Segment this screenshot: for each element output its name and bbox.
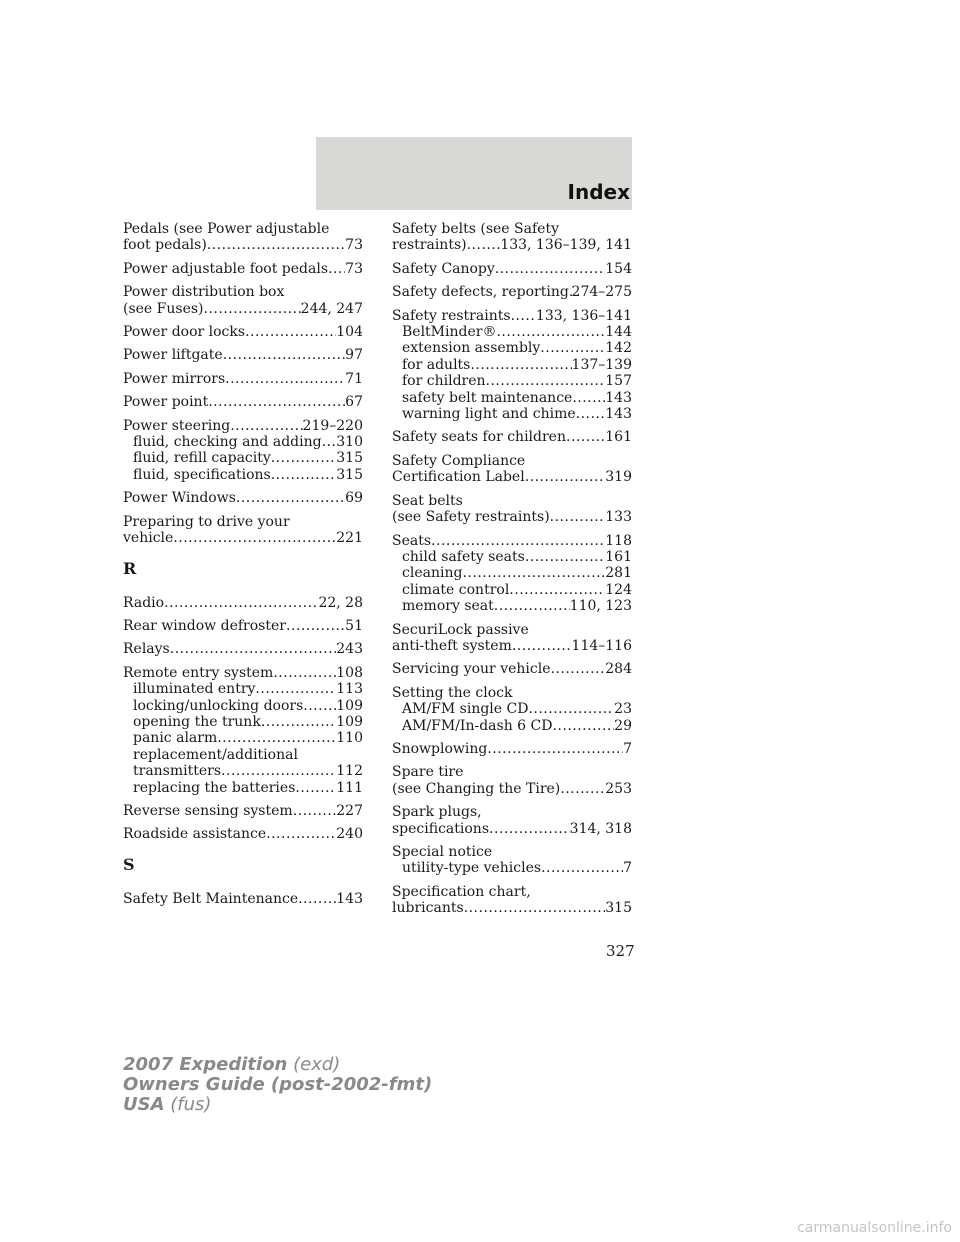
index-term: AM/FM/In-dash 6 CD bbox=[402, 717, 553, 734]
index-entry bbox=[123, 665, 363, 796]
index-term: replacement/additional bbox=[133, 746, 298, 763]
index-page-ref: 71 bbox=[345, 370, 363, 387]
page-title: Index bbox=[567, 180, 630, 204]
index-page-ref: 133 bbox=[605, 509, 632, 526]
index-subentry-line bbox=[123, 467, 363, 483]
section-letter: R bbox=[123, 558, 137, 578]
index-subentry-line bbox=[123, 434, 363, 450]
watermark[interactable]: carmanualsonline.info bbox=[797, 1220, 952, 1236]
index-term: Safety defects, reporting bbox=[392, 284, 569, 301]
index-entry-line bbox=[392, 221, 632, 237]
dot-leader bbox=[298, 891, 336, 907]
index-subentry-line bbox=[392, 598, 632, 614]
index-entry bbox=[392, 284, 632, 300]
index-page-ref: 69 bbox=[345, 490, 363, 507]
index-entry-line bbox=[392, 284, 632, 300]
dot-leader bbox=[512, 638, 572, 654]
index-page-ref: 111 bbox=[336, 779, 363, 796]
dot-leader bbox=[572, 390, 605, 406]
dot-leader bbox=[431, 533, 605, 549]
index-term: child safety seats bbox=[402, 548, 525, 565]
index-entry bbox=[392, 261, 632, 277]
index-page-ref: 97 bbox=[345, 347, 363, 364]
index-subentry-line bbox=[123, 681, 363, 697]
section-letter: S bbox=[123, 854, 135, 874]
index-page-ref: 109 bbox=[336, 697, 363, 714]
index-subentry-line bbox=[123, 730, 363, 746]
dot-leader bbox=[208, 394, 345, 410]
footer-model-code: (exd) bbox=[293, 1054, 341, 1075]
index-term: fluid, checking and adding bbox=[133, 434, 322, 451]
index-entry-line bbox=[392, 900, 632, 916]
index-term: extension assembly bbox=[402, 340, 541, 357]
index-term: cleaning bbox=[402, 565, 463, 582]
index-term: Rear window defroster bbox=[123, 617, 286, 634]
index-term: Remote entry system bbox=[123, 664, 274, 681]
index-page-ref: 137–139 bbox=[571, 356, 632, 373]
index-entry-line bbox=[123, 301, 363, 317]
index-entry-line bbox=[123, 221, 363, 237]
index-group bbox=[123, 595, 363, 843]
index-entry-line bbox=[392, 533, 632, 549]
index-page-ref: 109 bbox=[336, 713, 363, 730]
index-entry bbox=[392, 804, 632, 837]
index-term: Setting the clock bbox=[392, 684, 513, 701]
index-page-ref: 73 bbox=[345, 237, 363, 254]
index-term: fluid, refill capacity bbox=[133, 450, 271, 467]
index-subentry-line bbox=[123, 450, 363, 466]
index-entry-line bbox=[392, 308, 632, 324]
index-entry bbox=[123, 891, 363, 907]
index-term: SecuriLock passive bbox=[392, 621, 529, 638]
header-band bbox=[316, 137, 632, 210]
index-entry-line bbox=[123, 418, 363, 434]
index-page-ref: 113 bbox=[336, 681, 363, 698]
index-subentry-line bbox=[392, 565, 632, 581]
dot-leader bbox=[293, 803, 337, 819]
index-entry-line bbox=[123, 371, 363, 387]
index-term: specifications bbox=[392, 820, 490, 837]
index-page-ref: 244, 247 bbox=[300, 300, 363, 317]
index-page-ref: 23 bbox=[614, 701, 632, 718]
index-term: utility-type vehicles bbox=[402, 860, 542, 877]
index-term: Power point bbox=[123, 394, 209, 411]
index-entry-line bbox=[392, 429, 632, 445]
index-entry bbox=[123, 803, 363, 819]
index-term: Radio bbox=[123, 594, 165, 611]
index-term: locking/unlocking doors bbox=[133, 697, 304, 714]
index-page-ref: 315 bbox=[336, 450, 363, 467]
index-term: anti-theft system bbox=[392, 637, 512, 654]
dot-leader bbox=[266, 826, 336, 842]
dot-leader bbox=[550, 509, 606, 525]
dot-leader bbox=[223, 347, 345, 363]
dot-leader bbox=[576, 406, 606, 422]
dot-leader bbox=[509, 582, 605, 598]
index-column-right bbox=[392, 221, 632, 924]
index-page-ref: 157 bbox=[605, 373, 632, 390]
dot-leader bbox=[470, 357, 571, 373]
index-term: Specification chart, bbox=[392, 883, 531, 900]
index-term: Servicing your vehicle bbox=[392, 661, 551, 678]
dot-leader bbox=[566, 429, 605, 445]
index-term: foot pedals) bbox=[123, 237, 207, 254]
index-page-ref: 51 bbox=[345, 617, 363, 634]
index-entry-line bbox=[392, 469, 632, 485]
index-term: Relays bbox=[123, 641, 170, 658]
index-entry bbox=[392, 221, 632, 254]
index-page-ref: 124 bbox=[605, 581, 632, 598]
index-subentry-line bbox=[123, 763, 363, 779]
dot-leader bbox=[560, 781, 605, 797]
dot-leader bbox=[496, 324, 605, 340]
index-page-ref: 274–275 bbox=[571, 284, 632, 301]
index-page-ref: 143 bbox=[336, 890, 363, 907]
index-entry-line bbox=[123, 618, 363, 634]
dot-leader bbox=[525, 549, 605, 565]
dot-leader bbox=[255, 681, 336, 697]
index-page-ref: 315 bbox=[605, 900, 632, 917]
index-entry bbox=[392, 884, 632, 917]
dot-leader bbox=[207, 237, 345, 253]
index-entry-line bbox=[392, 237, 632, 253]
index-page-ref: 133, 136–141 bbox=[535, 307, 632, 324]
index-term: lubricants bbox=[392, 900, 464, 917]
index-entry-line bbox=[392, 884, 632, 900]
index-subentry-line bbox=[392, 324, 632, 340]
dot-leader bbox=[170, 641, 337, 657]
dot-leader bbox=[245, 324, 336, 340]
index-entry bbox=[123, 284, 363, 317]
index-entry-line bbox=[392, 261, 632, 277]
index-entry-line bbox=[123, 826, 363, 842]
index-entry bbox=[392, 844, 632, 877]
index-entry-line bbox=[392, 509, 632, 525]
index-entry-line bbox=[392, 844, 632, 860]
index-entry-line bbox=[392, 804, 632, 820]
index-entry bbox=[392, 533, 632, 615]
dot-leader bbox=[487, 741, 623, 757]
index-entry bbox=[123, 595, 363, 611]
index-page-ref: 314, 318 bbox=[569, 820, 632, 837]
index-entry-line bbox=[392, 781, 632, 797]
index-term: (see Changing the Tire) bbox=[392, 780, 561, 797]
index-page-ref: 161 bbox=[605, 548, 632, 565]
dot-leader bbox=[173, 530, 336, 546]
index-entry-line bbox=[392, 622, 632, 638]
index-entry-line bbox=[123, 324, 363, 340]
index-term: Certification Label bbox=[392, 469, 525, 486]
index-term: Pedals (see Power adjustable bbox=[123, 221, 330, 237]
index-term: Roadside assistance bbox=[123, 826, 267, 843]
index-entry-line bbox=[392, 764, 632, 780]
page-number: 327 bbox=[606, 942, 635, 960]
index-page-ref: 133, 136–139, 141 bbox=[500, 237, 632, 254]
index-page-ref: 110 bbox=[336, 730, 363, 747]
index-entry-line bbox=[123, 514, 363, 530]
index-entry-line bbox=[123, 347, 363, 363]
dot-leader bbox=[271, 450, 337, 466]
dot-leader bbox=[486, 373, 606, 389]
index-page-ref: 221 bbox=[336, 530, 363, 547]
dot-leader bbox=[221, 763, 336, 779]
index-entry-line bbox=[123, 891, 363, 907]
dot-leader bbox=[204, 301, 301, 317]
index-entry-line bbox=[123, 530, 363, 546]
index-entry bbox=[392, 429, 632, 445]
index-page-ref: 114–116 bbox=[571, 637, 632, 654]
index-entry bbox=[392, 685, 632, 734]
index-term: illuminated entry bbox=[133, 681, 256, 698]
index-term: Reverse sensing system bbox=[123, 802, 293, 819]
index-page-ref: 73 bbox=[345, 260, 363, 277]
index-entry bbox=[392, 622, 632, 655]
index-entry-line bbox=[123, 490, 363, 506]
index-page-ref: 154 bbox=[605, 260, 632, 277]
index-term: vehicle bbox=[123, 530, 174, 547]
index-entry bbox=[123, 490, 363, 506]
index-entry-line bbox=[392, 685, 632, 701]
index-term: Safety seats for children bbox=[392, 429, 566, 446]
document-footer bbox=[123, 1055, 432, 1115]
index-entry-line bbox=[392, 821, 632, 837]
index-entry bbox=[123, 618, 363, 634]
index-term: Power mirrors bbox=[123, 370, 226, 387]
dot-leader bbox=[494, 598, 570, 614]
dot-leader bbox=[528, 701, 614, 717]
dot-leader bbox=[511, 308, 536, 324]
index-entry bbox=[392, 453, 632, 486]
dot-leader bbox=[295, 780, 336, 796]
dot-leader bbox=[462, 565, 605, 581]
index-page-ref: 7 bbox=[623, 860, 632, 877]
dot-leader bbox=[552, 718, 614, 734]
dot-leader bbox=[261, 714, 336, 730]
index-group bbox=[392, 221, 632, 917]
index-term: Power liftgate bbox=[123, 347, 223, 364]
index-entry bbox=[123, 221, 363, 254]
index-term: safety belt maintenance bbox=[402, 389, 573, 406]
index-column-left bbox=[123, 221, 363, 914]
index-entry-line bbox=[123, 595, 363, 611]
index-subentry-line bbox=[392, 860, 632, 876]
index-term: panic alarm bbox=[133, 730, 218, 747]
index-page-ref: 29 bbox=[614, 717, 632, 734]
index-term: Safety belts (see Safety bbox=[392, 221, 559, 237]
dot-leader bbox=[271, 467, 337, 483]
index-page-ref: 161 bbox=[605, 429, 632, 446]
index-page-ref: 227 bbox=[336, 802, 363, 819]
dot-leader bbox=[541, 860, 623, 876]
dot-leader bbox=[489, 821, 570, 837]
index-page-ref: 143 bbox=[605, 406, 632, 423]
index-term: climate control bbox=[402, 581, 510, 598]
index-term: replacing the batteries bbox=[133, 779, 296, 796]
index-entry bbox=[392, 661, 632, 677]
index-term: Safety restraints bbox=[392, 307, 511, 324]
dot-leader bbox=[540, 340, 605, 356]
index-entry bbox=[123, 347, 363, 363]
index-page-ref: 284 bbox=[605, 661, 632, 678]
dot-leader bbox=[217, 730, 336, 746]
dot-leader bbox=[303, 698, 336, 714]
index-term: BeltMinder® bbox=[402, 324, 497, 341]
index-page-ref: 7 bbox=[623, 740, 632, 757]
index-page-ref: 112 bbox=[336, 763, 363, 780]
index-term: fluid, specifications bbox=[133, 466, 271, 483]
index-subentry-line bbox=[392, 582, 632, 598]
index-page-ref: 310 bbox=[336, 434, 363, 451]
index-term: Power steering bbox=[123, 417, 231, 434]
index-entry bbox=[392, 308, 632, 423]
index-subentry-line bbox=[392, 718, 632, 734]
index-entry bbox=[123, 371, 363, 387]
dot-leader bbox=[273, 665, 336, 681]
index-entry bbox=[123, 826, 363, 842]
index-entry-line bbox=[392, 453, 632, 469]
index-term: restraints) bbox=[392, 237, 467, 254]
index-page-ref: 243 bbox=[336, 641, 363, 658]
index-term: (see Safety restraints) bbox=[392, 509, 550, 526]
index-term: Power Windows bbox=[123, 490, 236, 507]
index-group bbox=[123, 891, 363, 907]
index-subentry-line bbox=[123, 714, 363, 730]
index-page-ref: 319 bbox=[605, 469, 632, 486]
dot-leader bbox=[225, 371, 345, 387]
index-term: warning light and chime bbox=[402, 406, 576, 423]
index-subentry-line bbox=[392, 549, 632, 565]
index-entry-line bbox=[123, 641, 363, 657]
index-entry-line bbox=[392, 661, 632, 677]
dot-leader bbox=[551, 661, 606, 677]
index-entry-line bbox=[392, 741, 632, 757]
dot-leader bbox=[495, 261, 606, 277]
dot-leader bbox=[467, 237, 501, 253]
index-page-ref: 240 bbox=[336, 826, 363, 843]
index-term: opening the trunk bbox=[133, 713, 261, 730]
footer-market-code: (fus) bbox=[170, 1094, 212, 1115]
index-subentry-line bbox=[392, 340, 632, 356]
index-group bbox=[123, 221, 363, 547]
index-term: for children bbox=[402, 373, 486, 390]
index-entry bbox=[123, 641, 363, 657]
dot-leader bbox=[328, 261, 345, 277]
index-page-ref: 219–220 bbox=[302, 417, 363, 434]
index-entry-line bbox=[392, 638, 632, 654]
footer-guide: Owners Guide (post-2002-fmt) bbox=[123, 1074, 433, 1095]
index-term: Spare tire bbox=[392, 764, 464, 781]
index-page-ref: 118 bbox=[605, 532, 632, 549]
dot-leader bbox=[525, 469, 606, 485]
index-entry bbox=[123, 324, 363, 340]
index-page-ref: 144 bbox=[605, 324, 632, 341]
index-entry bbox=[392, 764, 632, 797]
dot-leader bbox=[286, 618, 345, 634]
index-page-ref: 143 bbox=[605, 389, 632, 406]
index-page-ref: 22, 28 bbox=[318, 594, 363, 611]
index-page-ref: 253 bbox=[605, 780, 632, 797]
index-entry bbox=[123, 514, 363, 547]
index-term: Safety Compliance bbox=[392, 452, 526, 469]
index-page-ref: 67 bbox=[345, 394, 363, 411]
index-subentry-line bbox=[123, 698, 363, 714]
index-term: Preparing to drive your bbox=[123, 513, 290, 530]
index-subentry-line bbox=[392, 390, 632, 406]
index-entry bbox=[123, 394, 363, 410]
index-entry bbox=[392, 493, 632, 526]
footer-market: USA bbox=[123, 1094, 165, 1115]
index-term: memory seat bbox=[402, 598, 494, 615]
index-entry-line bbox=[392, 493, 632, 509]
index-term: Snowplowing bbox=[392, 740, 488, 757]
index-entry-line bbox=[123, 261, 363, 277]
index-entry-line bbox=[123, 237, 363, 253]
dot-leader bbox=[236, 490, 345, 506]
index-term: Safety Canopy bbox=[392, 260, 495, 277]
index-entry bbox=[123, 418, 363, 484]
index-entry bbox=[123, 261, 363, 277]
dot-leader bbox=[230, 418, 302, 434]
index-term: Power door locks bbox=[123, 324, 246, 341]
index-entry bbox=[392, 741, 632, 757]
index-entry-line bbox=[123, 665, 363, 681]
index-term: (see Fuses) bbox=[123, 300, 204, 317]
index-subentry-line bbox=[123, 747, 363, 763]
index-subentry-line bbox=[392, 373, 632, 389]
index-page-ref: 108 bbox=[336, 664, 363, 681]
index-term: transmitters bbox=[133, 763, 222, 780]
index-subentry-line bbox=[392, 357, 632, 373]
index-term: Special notice bbox=[392, 844, 493, 860]
index-term: Seats bbox=[392, 532, 432, 549]
dot-leader bbox=[164, 595, 318, 611]
dot-leader bbox=[322, 434, 337, 450]
index-page-ref: 142 bbox=[605, 340, 632, 357]
index-page-ref: 104 bbox=[336, 324, 363, 341]
footer-model: 2007 Expedition bbox=[123, 1054, 288, 1075]
index-subentry-line bbox=[392, 701, 632, 717]
index-page-ref: 110, 123 bbox=[569, 598, 632, 615]
index-term: Power distribution box bbox=[123, 284, 285, 301]
index-term: Seat belts bbox=[392, 492, 463, 509]
index-entry-line bbox=[123, 394, 363, 410]
index-entry-line bbox=[123, 803, 363, 819]
index-subentry-line bbox=[123, 780, 363, 796]
dot-leader bbox=[464, 900, 606, 916]
index-page-ref: 281 bbox=[605, 565, 632, 582]
index-page-ref: 315 bbox=[336, 466, 363, 483]
index-term: AM/FM single CD bbox=[402, 701, 529, 718]
index-term: Safety Belt Maintenance bbox=[123, 890, 299, 907]
index-term: Power adjustable foot pedals bbox=[123, 260, 329, 277]
index-term: Spark plugs, bbox=[392, 804, 482, 821]
index-subentry-line bbox=[392, 406, 632, 422]
index-term: for adults bbox=[402, 356, 471, 373]
index-entry-line bbox=[123, 284, 363, 300]
